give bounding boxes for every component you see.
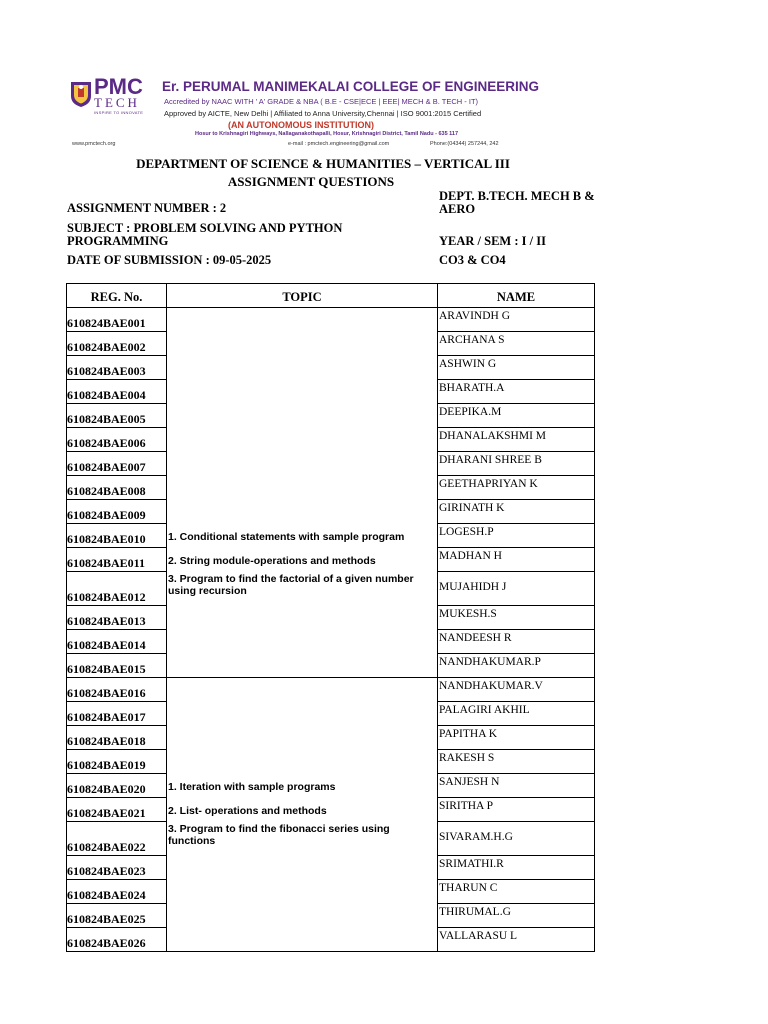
topic-item: 2. List- operations and methods bbox=[168, 805, 327, 817]
reg-number: 610824BAE012 bbox=[67, 590, 146, 604]
document-title: ASSIGNMENT QUESTIONS bbox=[227, 174, 395, 189]
dept-info: DEPT. B.TECH. MECH B & AERO bbox=[439, 189, 595, 216]
reg-number: 610824BAE008 bbox=[67, 484, 146, 498]
email-text: e-mail : pmctech.engineering@gmail.com bbox=[288, 141, 390, 147]
topic-item: 3. Program to find the factorial of a given number using recursion bbox=[168, 573, 414, 597]
student-name: NANDHAKUMAR.V bbox=[439, 680, 543, 692]
student-name: MADHAN H bbox=[439, 550, 502, 562]
year-sem: YEAR / SEM : I / II bbox=[439, 234, 546, 248]
reg-number: 610824BAE019 bbox=[67, 758, 146, 772]
student-name: MUJAHIDH J bbox=[439, 581, 507, 593]
reg-number: 610824BAE022 bbox=[67, 840, 146, 854]
reg-number: 610824BAE010 bbox=[67, 532, 146, 546]
assignment-table bbox=[66, 283, 595, 953]
header-reg-no: REG. No. bbox=[66, 283, 167, 308]
reg-number: 610824BAE020 bbox=[67, 782, 146, 796]
student-name: ARCHANA S bbox=[439, 334, 505, 346]
reg-number: 610824BAE006 bbox=[67, 436, 146, 450]
student-name: DHANALAKSHMI M bbox=[439, 430, 547, 442]
student-name: SIVARAM.H.G bbox=[439, 831, 513, 843]
autonomous-line: (AN AUTONOMOUS INSTITUTION) bbox=[228, 120, 374, 130]
reg-number: 610824BAE007 bbox=[67, 460, 146, 474]
reg-number: 610824BAE011 bbox=[67, 556, 146, 570]
header-topic: TOPIC bbox=[166, 283, 438, 308]
accreditation-line: Accredited by NAAC WITH ' A' GRADE & NBA ( B.E - CSE|ECE | EEE| MECH & B. TECH - IT) bbox=[164, 97, 479, 106]
student-name: SRIMATHI.R bbox=[439, 858, 504, 870]
reg-number: 610824BAE021 bbox=[67, 806, 146, 820]
date-of-submission: DATE OF SUBMISSION : 09-05-2025 bbox=[67, 253, 272, 267]
student-name: DHARANI SHREE B bbox=[439, 454, 542, 466]
student-name: MUKESH.S bbox=[439, 608, 497, 620]
topic-item: 3. Program to find the fibonacci series using functions bbox=[168, 823, 390, 847]
logo-tech: TECH bbox=[94, 95, 140, 110]
department-heading: DEPARTMENT OF SCIENCE & HUMANITIES – VERTICAL III bbox=[136, 156, 510, 171]
student-name: SIRITHA P bbox=[439, 800, 493, 812]
website-text: www.pmctech.org bbox=[72, 141, 116, 147]
address-line: Hosur to Krishnagiri Highways, Nallaganakothapalli, Hosur, Krishnagiri District, Tamil Nadu - 635 117 bbox=[195, 131, 459, 137]
reg-number: 610824BAE025 bbox=[67, 912, 146, 926]
reg-number: 610824BAE001 bbox=[67, 316, 146, 330]
student-name: THIRUMAL.G bbox=[439, 906, 511, 918]
student-name: LOGESH.P bbox=[439, 526, 494, 538]
logo-tagline: INSPIRE TO INNOVATE bbox=[94, 110, 144, 115]
college-crest-icon bbox=[70, 80, 92, 108]
student-name: DEEPIKA.M bbox=[439, 406, 502, 418]
reg-number: 610824BAE002 bbox=[67, 340, 146, 354]
course-outcomes: CO3 & CO4 bbox=[439, 253, 506, 267]
reg-number: 610824BAE003 bbox=[67, 364, 146, 378]
student-name: SANJESH N bbox=[439, 776, 500, 788]
student-name: RAKESH S bbox=[439, 752, 495, 764]
student-name: GEETHAPRIYAN K bbox=[439, 478, 538, 490]
reg-number: 610824BAE015 bbox=[67, 662, 146, 676]
topic-item: 2. String module-operations and methods bbox=[168, 555, 376, 567]
student-name: NANDHAKUMAR.P bbox=[439, 656, 541, 668]
reg-number: 610824BAE014 bbox=[67, 638, 146, 652]
reg-number: 610824BAE018 bbox=[67, 734, 146, 748]
topic-item: 1. Conditional statements with sample program bbox=[168, 531, 405, 543]
reg-number: 610824BAE013 bbox=[67, 614, 146, 628]
approval-line: Approved by AICTE, New Delhi | Affiliated to Anna University,Chennai | ISO 9001:2015 Certified bbox=[164, 109, 482, 118]
phone-text: Phone:(04344) 257244, 242 bbox=[430, 141, 499, 147]
student-name: PALAGIRI AKHIL bbox=[439, 704, 530, 716]
reg-number: 610824BAE004 bbox=[67, 388, 146, 402]
student-name: PAPITHA K bbox=[439, 728, 498, 740]
reg-number: 610824BAE016 bbox=[67, 686, 146, 700]
reg-number: 610824BAE026 bbox=[67, 936, 146, 950]
student-name: ASHWIN G bbox=[439, 358, 497, 370]
student-name: NANDEESH R bbox=[439, 632, 512, 644]
reg-number: 610824BAE024 bbox=[67, 888, 146, 902]
topic-group-cell bbox=[166, 307, 438, 678]
student-name: VALLARASU L bbox=[439, 930, 518, 942]
student-name: GIRINATH K bbox=[439, 502, 505, 514]
topic-item: 1. Iteration with sample programs bbox=[168, 781, 336, 793]
letterhead bbox=[70, 76, 550, 154]
logo-pmc: PMC bbox=[94, 74, 143, 99]
reg-number: 610824BAE005 bbox=[67, 412, 146, 426]
student-name: BHARATH.A bbox=[439, 382, 505, 394]
reg-number: 610824BAE017 bbox=[67, 710, 146, 724]
reg-number: 610824BAE009 bbox=[67, 508, 146, 522]
header-name: NAME bbox=[437, 283, 595, 308]
student-name: THARUN C bbox=[439, 882, 498, 894]
student-name: ARAVINDH G bbox=[439, 310, 511, 322]
assignment-number: ASSIGNMENT NUMBER : 2 bbox=[67, 201, 227, 215]
reg-number: 610824BAE023 bbox=[67, 864, 146, 878]
college-name: Er. PERUMAL MANIMEKALAI COLLEGE OF ENGINEERING bbox=[162, 79, 540, 94]
subject: SUBJECT : PROBLEM SOLVING AND PYTHON PROGRAMMING bbox=[67, 221, 343, 248]
